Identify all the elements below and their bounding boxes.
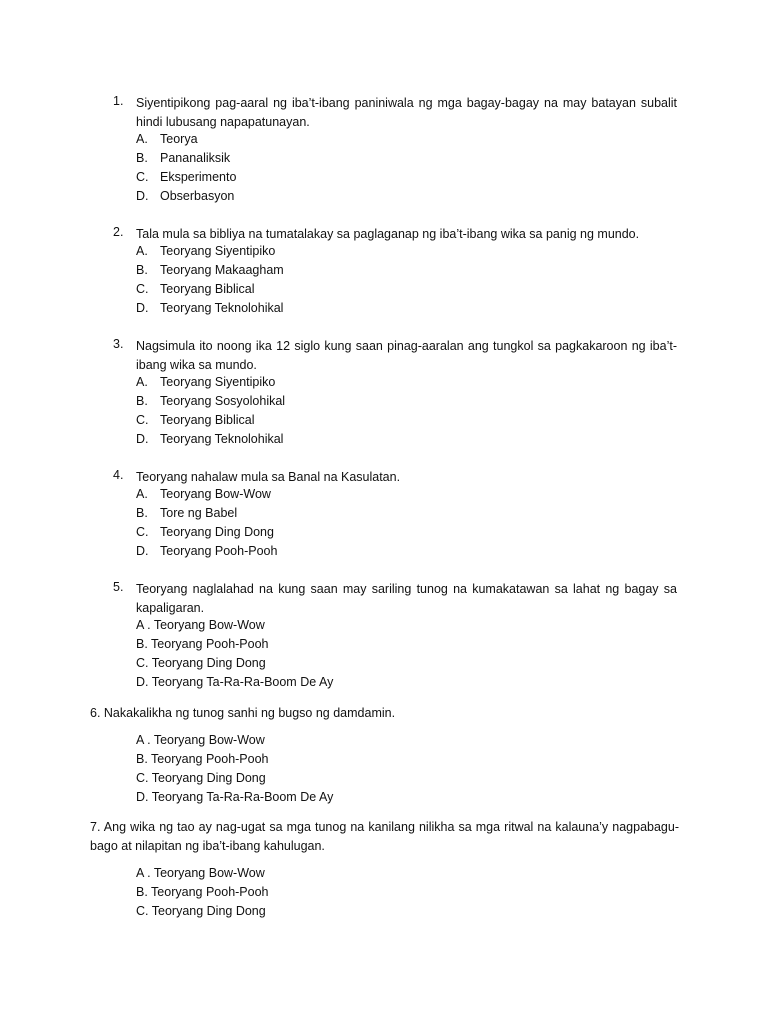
option-text: Teoryang Bow-Wow <box>160 487 271 501</box>
option-b <box>136 151 230 165</box>
question-text: 6. Nakakalikha ng tunog sanhi ng bugso ng damdamin. <box>90 706 396 720</box>
option-text: Eksperimento <box>160 170 237 184</box>
option-label: C. <box>136 413 149 427</box>
option-a <box>136 375 275 389</box>
question-text: Nagsimula ito noong ika 12 siglo kung saan pinag-aaralan ang tungkol sa pagkakaroon ng iba’t-ibang wika sa mundo. <box>136 339 677 372</box>
option-label: D. <box>136 189 149 203</box>
option-text: Teoryang Siyentipiko <box>160 375 276 389</box>
option-text: Teoryang Teknolohikal <box>160 301 284 315</box>
option-label: A. <box>136 244 148 258</box>
option-a: A . Teoryang Bow-Wow <box>136 866 265 880</box>
option-text: Teoryang Teknolohikal <box>160 432 284 446</box>
question-number: 2. <box>113 225 124 239</box>
option-c: C. Teoryang Ding Dong <box>136 656 266 670</box>
option-label: A. <box>136 375 148 389</box>
option-text: Teoryang Makaagham <box>160 263 284 277</box>
option-c <box>136 170 236 184</box>
option-label: B. <box>136 151 148 165</box>
option-text: Teoryang Ding Dong <box>160 525 274 539</box>
option-b <box>136 506 237 520</box>
option-label: D. <box>136 544 149 558</box>
option-label: C. <box>136 170 149 184</box>
option-d: D. Teoryang Ta-Ra-Ra-Boom De Ay <box>136 790 334 804</box>
question-text: Teoryang nahalaw mula sa Banal na Kasulatan. <box>136 470 401 484</box>
option-text: Teoryang Biblical <box>160 413 255 427</box>
option-d <box>136 189 234 203</box>
option-c: C. Teoryang Ding Dong <box>136 771 266 785</box>
option-label: C. <box>136 525 149 539</box>
option-b: B. Teoryang Pooh-Pooh <box>136 752 269 766</box>
question-number: 1. <box>113 94 124 108</box>
option-label: D. <box>136 432 149 446</box>
option-d <box>136 301 283 315</box>
option-text: Teoryang Sosyolohikal <box>160 394 286 408</box>
option-c <box>136 413 255 427</box>
question-number: 5. <box>113 580 124 594</box>
option-label: A. <box>136 487 148 501</box>
option-a <box>136 244 275 258</box>
question-text: Siyentipikong pag-aaral ng iba’t-ibang paniniwala ng mga bagay-bagay na may batayan subalit hindi lubusang napapatunayan. <box>136 96 677 129</box>
option-label: D. <box>136 301 149 315</box>
option-c <box>136 525 274 539</box>
option-text: Pananaliksik <box>160 151 231 165</box>
question-number: 3. <box>113 337 124 351</box>
option-label: B. <box>136 506 148 520</box>
option-b: B. Teoryang Pooh-Pooh <box>136 885 269 899</box>
question-text: 7. Ang wika ng tao ay nag-ugat sa mga tunog na kanilang nilikha sa mga ritwal na kalauna’y nagpabagu-bago at nilapitan ng iba’t-ibang kahulugan. <box>90 820 679 853</box>
question-number: 4. <box>113 468 124 482</box>
option-text: Teorya <box>160 132 198 146</box>
option-text: Teoryang Biblical <box>160 282 255 296</box>
option-label: C. <box>136 282 149 296</box>
option-label: B. <box>136 394 148 408</box>
option-d: D. Teoryang Ta-Ra-Ra-Boom De Ay <box>136 675 334 689</box>
option-b: B. Teoryang Pooh-Pooh <box>136 637 269 651</box>
option-text: Obserbasyon <box>160 189 235 203</box>
option-label: B. <box>136 263 148 277</box>
option-b <box>136 263 284 277</box>
option-c <box>136 282 255 296</box>
option-c: C. Teoryang Ding Dong <box>136 904 266 918</box>
question-text: Tala mula sa bibliya na tumatalakay sa paglaganap ng iba’t-ibang wika sa panig ng mundo. <box>136 227 640 241</box>
option-text: Tore ng Babel <box>160 506 238 520</box>
option-text: Teoryang Siyentipiko <box>160 244 276 258</box>
option-a: A . Teoryang Bow-Wow <box>136 618 265 632</box>
option-b <box>136 394 285 408</box>
option-label: A. <box>136 132 148 146</box>
option-a: A . Teoryang Bow-Wow <box>136 733 265 747</box>
question-text: Teoryang naglalahad na kung saan may sariling tunog na kumakatawan sa lahat ng bagay sa kapaligaran. <box>136 582 677 615</box>
option-d <box>136 544 277 558</box>
option-a <box>136 132 198 146</box>
option-a <box>136 487 271 501</box>
option-d <box>136 432 283 446</box>
option-text: Teoryang Pooh-Pooh <box>160 544 278 558</box>
